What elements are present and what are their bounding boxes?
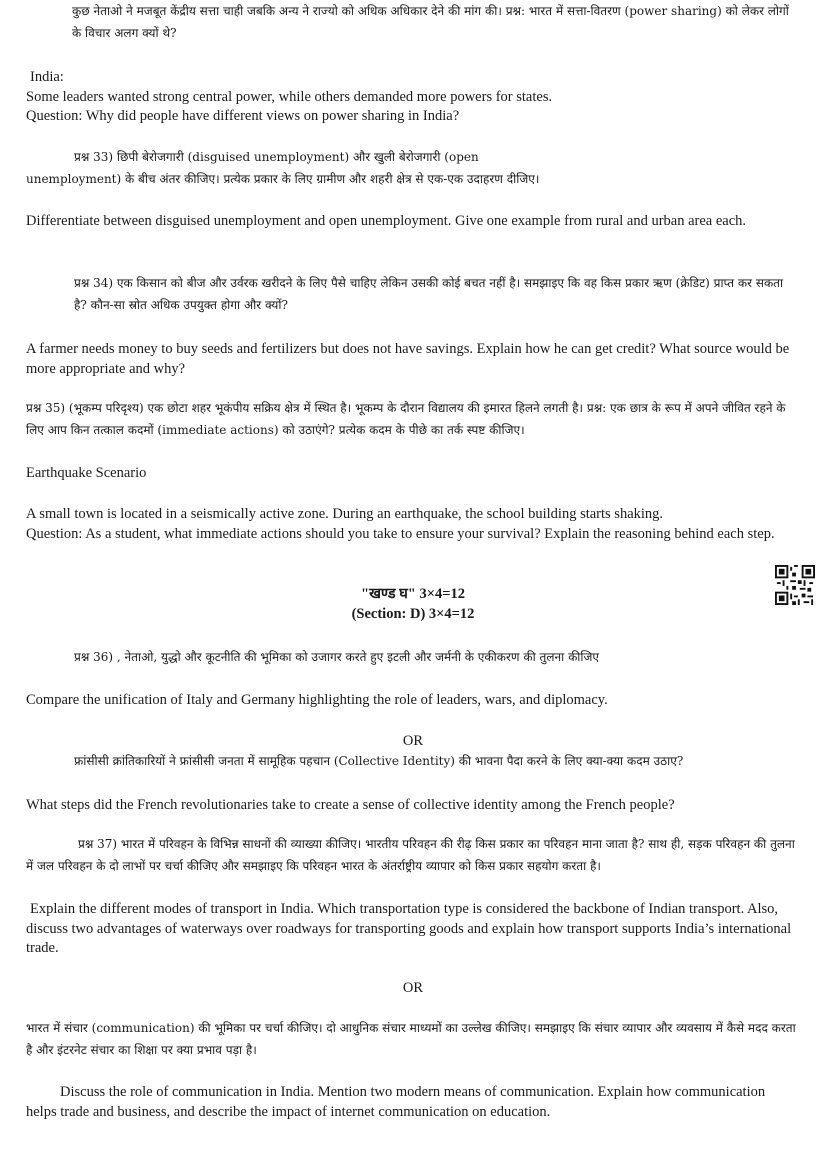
q37-english-text: Explain the different modes of transport in India. Which transportation type is considered the backbone of Indian transport. Also, discuss two advantages of waterways over roadways for transporting goods and explain how transport supports India’s international trade. xyxy=(26,901,792,956)
question-37-english xyxy=(26,900,796,959)
section-d-hindi-heading: "खण्ड घ" 3×4=12 xyxy=(361,586,465,602)
question-37b-english xyxy=(26,1083,796,1122)
question-32-english xyxy=(26,68,796,127)
question-34-english: A farmer needs money to buy seeds and fertilizers but does not have savings. Explain how he can get credit? What source would be more appropriate and why? xyxy=(26,341,790,377)
question-35-english xyxy=(26,505,796,544)
question-37-hindi xyxy=(26,833,796,877)
or-separator-2: OR xyxy=(402,980,424,996)
question-35-hindi: प्रश्न 35) (भूकम्प परिदृश्य) एक छोटा शहर भूकंपीय सक्रिय क्षेत्र में स्थित है। भूकम्प के दौरान विद्यालय की इमारत हिलने लगती है। प्रश्न: एक छात्र के रूप में अपने जीवित रहने के लिए आप किन तत्काल कदमों (immediate actions) को उठाएंगे? प्रत्येक कदम के पीछे का तर्क स्पष्ट कीजिए। xyxy=(26,401,786,437)
q32-heading: India: xyxy=(30,69,64,85)
q37b-english-text: Discuss the role of communication in India. Mention two modern means of communication. Explain how communication helps trade and business, and describe the impact of internet communication on education. xyxy=(26,1084,766,1120)
q35-scenario: A small town is located in a seismically active zone. During an earthquake, the school building starts shaking. xyxy=(26,506,664,522)
section-d-english-heading: (Section: D) 3×4=12 xyxy=(351,606,475,622)
question-36b-hindi: फ्रांसीसी क्रांतिकारियों ने फ्रांसीसी जनता में सामूहिक पहचान (Collective Identity) की भावना पैदा करने के लिए क्या-क्या कदम उठाए? xyxy=(74,754,684,768)
question-34-hindi: प्रश्न 34) एक किसान को बीज और उर्वरक खरीदने के लिए पैसे चाहिए लेकिन उसकी कोई बचत नहीं है। समझाइए कि वह किस प्रकार ऋण (क्रेडिट) प्राप्त कर सकता है? कौन-सा स्रोत अधिक उपयुक्त होगा और क्यों? xyxy=(74,276,784,312)
question-36b-english: What steps did the French revolutionaries take to create a sense of collective identity among the French people? xyxy=(26,797,675,813)
question-33-english: Differentiate between disguised unemployment and open unemployment. Give one example from rural and urban area each. xyxy=(26,213,747,229)
q32-question: Question: Why did people have different views on power sharing in India? xyxy=(26,108,460,124)
question-36-english: Compare the unification of Italy and Germany highlighting the role of leaders, wars, and diplomacy. xyxy=(26,692,608,708)
q35-question: Question: As a student, what immediate actions should you take to ensure your survival? Explain the reasoning behind each step. xyxy=(26,525,775,542)
qr-code-icon xyxy=(775,565,815,605)
question-33-hindi xyxy=(26,146,796,190)
q37-hindi-text: प्रश्न 37) भारत में परिवहन के विभिन्न साधनों की व्याख्या कीजिए। भारतीय परिवहन की रीढ़ किस प्रकार का परिवहन माना जाता है? साथ ही, सड़क परिवहन की तुलना में जल परिवहन के दो लाभों पर चर्चा कीजिए और समझाइए कि परिवहन भारत के अंतर्राष्ट्रीय व्यापार को किस प्रकार सहयोग करता है। xyxy=(26,837,795,873)
question-35-title: Earthquake Scenario xyxy=(26,465,147,481)
question-37b-hindi: भारत में संचार (communication) की भूमिका पर चर्चा कीजिए। दो आधुनिक संचार माध्यमों का उल्लेख कीजिए। समझाइए कि संचार व्यापार और व्यवसाय में कैसे मदद करता है और इंटरनेट संचार का शिक्षा पर क्या प्रभाव पड़ा है। xyxy=(26,1021,796,1057)
q33-hindi-line-1: प्रश्न 33) छिपी बेरोजगारी (disguised unemployment) और खुली बेरोजगारी (open xyxy=(74,150,479,164)
q32-line: Some leaders wanted strong central power, while others demanded more powers for states. xyxy=(26,88,553,105)
or-separator-1: OR xyxy=(402,733,424,749)
q33-hindi-line-2: unemployment) के बीच अंतर कीजिए। प्रत्येक प्रकार के लिए ग्रामीण और शहरी क्षेत्र से एक-एक उदाहरण दीजिए। xyxy=(26,172,540,186)
question-36-hindi: प्रश्न 36) , नेताओ, युद्धो और कूटनीति की भूमिका को उजागर करते हुए इटली और जर्मनी के एकीकरण की तुलना कीजिए xyxy=(74,650,600,664)
question-32-hindi: कुछ नेताओ ने मजबूत केंद्रीय सत्ता चाही जबकि अन्य ने राज्यो को अधिक अधिकार देने की मांग की। प्रश्न: भारत में सत्ता-वितरण (power sharing) को लेकर लोगों के विचार अलग क्यों थे? xyxy=(72,4,789,40)
